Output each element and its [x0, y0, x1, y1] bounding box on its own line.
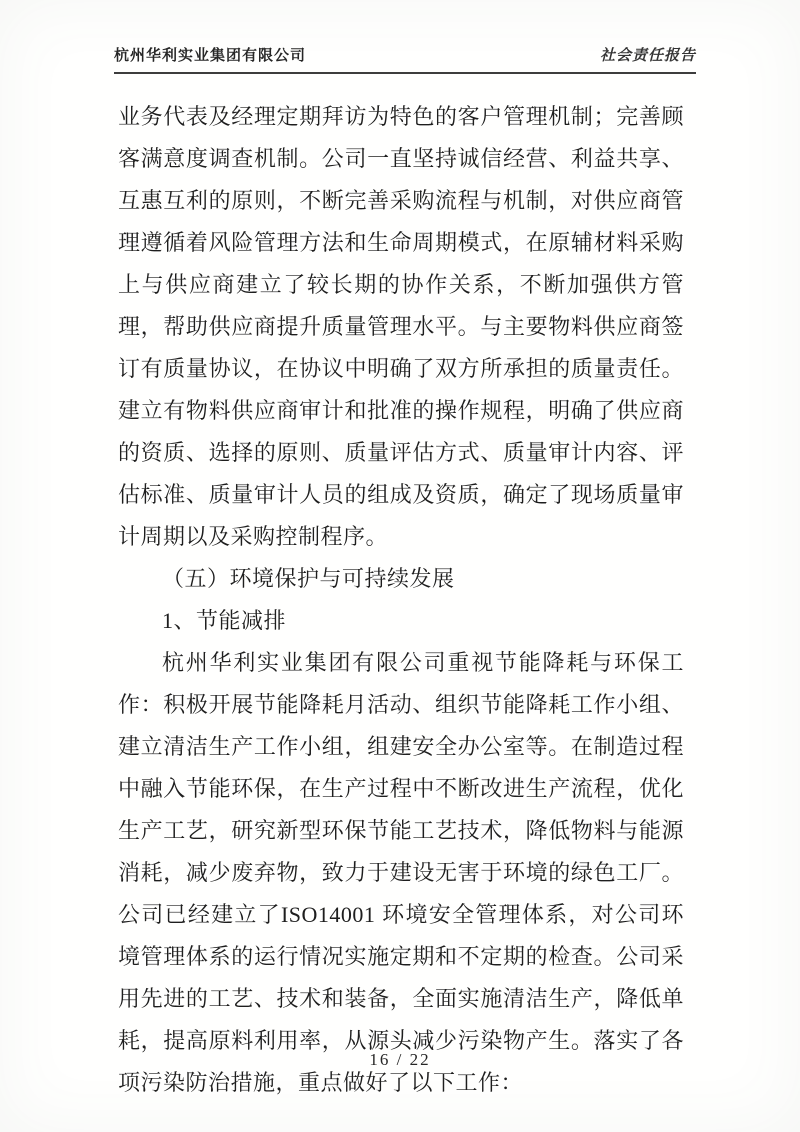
header-report-title: 社会责任报告 — [599, 47, 696, 64]
header-company-name: 杭州华利实业集团有限公司 — [114, 47, 307, 64]
subsection-heading-energy-saving: 1、节能减排 — [162, 608, 287, 633]
page-header — [114, 44, 696, 74]
page-number: 16 / 22 — [369, 1050, 431, 1069]
paragraph-supplier-management: 业务代表及经理定期拜访为特色的客户管理机制；完善顾客满意度调查机制。公司一直坚持诚信经营、利益共享、互惠互利的原则，不断完善采购流程与机制，对供应商管理遵循着风险管理方法和生命周期模式，在原辅材料采购上与供应商建立了较长期的协作关系，不断加强供方管理，帮助供应商提升质量管理水平。与主要物料供应商签订有质量协议，在协议中明确了双方所承担的质量责任。建立有物料供应商审计和批准的操作规程，明确了供应商的资质、选择的原则、质量评估方式、质量审计内容、评估标准、质量审计人员的组成及资质，确定了现场质量审计周期以及采购控制程序。 — [118, 104, 684, 549]
paragraph-energy-environment: 杭州华利实业集团有限公司重视节能降耗与环保工作：积极开展节能降耗月活动、组织节能降耗工作小组、建立清洁生产工作小组，组建安全办公室等。在制造过程中融入节能环保，在生产过程中不断改进生产流程，优化生产工艺，研究新型环保节能工艺技术，降低物料与能源消耗，减少废弃物，致力于建设无害于环境的绿色工厂。公司已经建立了ISO14001 环境安全管理体系，对公司环境管理体系的运行情况实施定期和不定期的检查。公司采用先进的工艺、技术和装备，全面实施清洁生产，降低单耗，提高原料利用率，从源头减少污染物产生。落实了各项污染防治措施，重点做好了以下工作： — [118, 650, 684, 1095]
section-heading-environment: （五）环境保护与可持续发展 — [162, 566, 455, 591]
page-footer — [0, 1050, 800, 1070]
document-body — [118, 96, 684, 1104]
